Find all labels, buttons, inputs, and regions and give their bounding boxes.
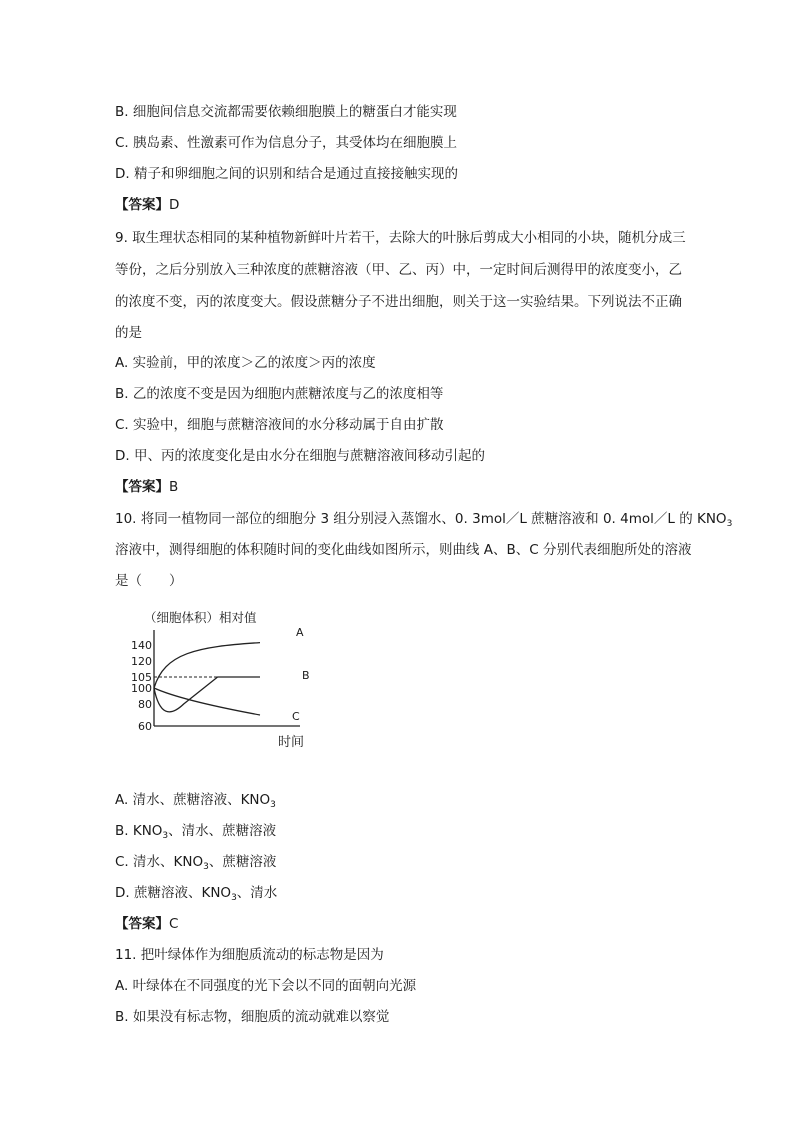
q10-stem-line-1	[115, 510, 732, 528]
subscript: 3	[231, 893, 237, 903]
chart-y-ticks	[131, 639, 152, 733]
q9-stem-line-1: 9. 取生理状态相同的某种植物新鲜叶片若干，去除大的叶脉后剪成大小相同的小块，随机分成三	[115, 230, 686, 246]
chart-axes	[154, 630, 300, 726]
option-text: A. 清水、蔗糖溶液、KNO	[115, 792, 271, 808]
q10-answer	[115, 915, 178, 933]
chart-xlabel: 时间	[278, 735, 305, 750]
answer-label: 【答案】	[115, 916, 169, 932]
q11-option-b: B. 如果没有标志物，细胞质的流动就难以察觉	[115, 1009, 390, 1025]
chart-ylabel: （细胞体积）相对值	[144, 610, 257, 625]
answer-label: 【答案】	[115, 479, 169, 495]
q9-option-d: D. 甲、丙的浓度变化是由水分在细胞与蔗糖溶液间移动引起的	[115, 448, 485, 464]
q10-option-c	[115, 853, 276, 871]
y-tick-label: 60	[138, 720, 152, 733]
q9-option-b: B. 乙的浓度不变是因为细胞内蔗糖浓度与乙的浓度相等	[115, 386, 444, 402]
q9-option-a: A. 实验前，甲的浓度＞乙的浓度＞丙的浓度	[115, 355, 376, 371]
y-tick-label: 100	[131, 682, 152, 695]
q10-stem-line-3: 是（ ）	[115, 573, 183, 589]
y-tick-label: 80	[138, 698, 152, 711]
option-text: D. 蔗糖溶液、KNO	[115, 885, 232, 901]
answer-label: 【答案】	[115, 197, 169, 213]
subscript: 3	[162, 831, 169, 841]
y-tick-label: 105	[131, 671, 152, 684]
answer-value: D	[169, 197, 180, 213]
q9-option-c: C. 实验中，细胞与蔗糖溶液间的水分移动属于自由扩散	[115, 417, 444, 433]
subscript: 3	[203, 862, 209, 872]
y-tick-label: 140	[131, 639, 152, 652]
q9-stem-line-4: 的是	[115, 325, 142, 341]
option-text: C. 清水、KNO	[115, 854, 204, 870]
q10-option-b	[115, 822, 276, 840]
q10-stem-line-2: 溶液中，测得细胞的体积随时间的变化曲线如图所示，则曲线 A、B、C 分别代表细胞所处的溶液	[115, 542, 692, 558]
series-A-line	[154, 643, 260, 688]
cell-volume-chart	[118, 600, 318, 750]
series-B-label: B	[302, 669, 310, 682]
subscript: 3	[270, 800, 276, 810]
q8-option-d: D. 精子和卵细胞之间的识别和结合是通过直接接触实现的	[115, 166, 458, 182]
answer-value: C	[169, 916, 179, 932]
q8-option-c: C. 胰岛素、性激素可作为信息分子，其受体均在细胞膜上	[115, 135, 458, 151]
chart-series	[154, 626, 310, 723]
q9-stem-line-3: 的浓度不变，丙的浓度变大。假设蔗糖分子不进出细胞，则关于这一实验结果。下列说法不正确	[115, 294, 682, 310]
q9-answer	[115, 478, 178, 496]
option-text: 、清水、蔗糖溶液	[168, 823, 277, 839]
q10-option-d	[115, 884, 277, 902]
y-tick-label: 120	[131, 655, 152, 668]
option-text: 、蔗糖溶液	[208, 854, 277, 870]
subscript: 3	[726, 519, 733, 529]
q10-option-a	[115, 791, 276, 809]
series-C-label: C	[292, 710, 300, 723]
answer-value: B	[169, 479, 179, 495]
series-A-label: A	[296, 626, 304, 639]
q9-stem-line-2: 等份，之后分别放入三种浓度的蔗糖溶液（甲、乙、丙）中，一定时间后测得甲的浓度变小，乙	[115, 262, 682, 278]
q8-option-b: B. 细胞间信息交流都需要依赖细胞膜上的糖蛋白才能实现	[115, 104, 457, 120]
q11-stem: 11. 把叶绿体作为细胞质流动的标志物是因为	[115, 947, 384, 963]
q11-option-a: A. 叶绿体在不同强度的光下会以不同的面朝向光源	[115, 978, 417, 994]
option-text: B. KNO	[115, 823, 163, 839]
option-text: 、清水	[236, 885, 278, 901]
series-C-line	[154, 688, 260, 715]
q10-stem-text: 10. 将同一植物同一部位的细胞分 3 组分别浸入蒸馏水、0. 3mol／L 蔗糖溶液和 0. 4mol／L 的 KNO	[115, 511, 727, 527]
q8-answer	[115, 196, 179, 214]
